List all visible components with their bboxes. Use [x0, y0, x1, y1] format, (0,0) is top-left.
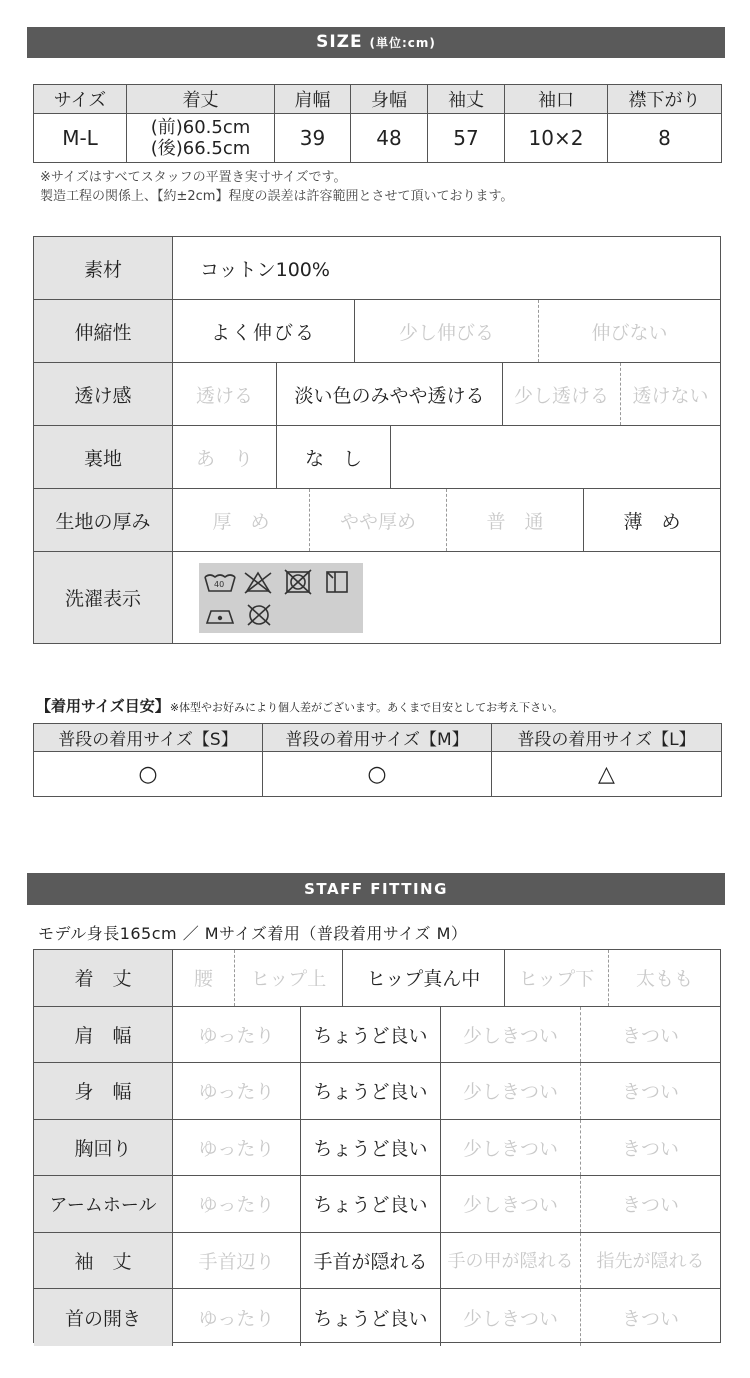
attributes-table: [33, 236, 721, 644]
sheer-option-sheer: 透ける: [173, 363, 277, 425]
fit-shoulder-slightly-tight: 少しきつい: [441, 1007, 581, 1063]
fit-label-sleeve: 袖 丈: [34, 1233, 173, 1289]
header-cuff: 袖口: [505, 85, 608, 114]
care-row: [34, 552, 720, 643]
header-shoulder: 肩幅: [275, 85, 351, 114]
cell-neck-drop: 8: [608, 114, 722, 163]
cell-sleeve: 57: [428, 114, 505, 163]
length-back: (後)66.5cm: [150, 138, 251, 159]
care-symbols-image: [199, 563, 363, 633]
size-table: [33, 84, 722, 163]
fit-width-tight: きつい: [621, 1081, 679, 1104]
wash-temp-text: 40: [214, 579, 225, 589]
fit-armhole-slightly-tight: 少しきつい: [441, 1176, 581, 1232]
fit-length-hip-bottom: ヒップ下: [505, 950, 609, 1006]
fit-label-shoulder: 肩 幅: [34, 1007, 173, 1063]
fit-width-just-right: ちょうど良い: [301, 1063, 441, 1119]
length-front: (前)60.5cm: [150, 117, 251, 138]
sheer-row: [34, 363, 720, 426]
fit-label-length: 着 丈: [34, 950, 173, 1006]
no-bleach-icon: [245, 573, 271, 593]
lining-label: 裏地: [34, 426, 173, 488]
header-neck-drop: 襟下がり: [608, 85, 722, 114]
material-row: [34, 237, 720, 300]
fit-length-hip-middle: ヒップ真ん中: [343, 950, 505, 1006]
material-value: コットン100%: [200, 258, 330, 281]
care-symbols-svg: [199, 563, 363, 633]
fit-width-slightly-tight: 少しきつい: [441, 1063, 581, 1119]
fit-options-shoulder: [173, 1007, 720, 1063]
stretch-option-none: 伸びない: [591, 321, 668, 344]
no-dry-clean-icon: [248, 605, 270, 625]
fit-row-sleeve: [34, 1233, 720, 1290]
size-notes: [40, 168, 730, 206]
fit-width-loose: ゆったり: [173, 1063, 301, 1119]
size-guide-header-s: 普段の着用サイズ【S】: [34, 724, 263, 752]
header-width: 身幅: [351, 85, 428, 114]
sheer-option-not: 透けない: [632, 384, 709, 407]
lining-row: [34, 426, 720, 489]
sheer-option-slightly: 少し透ける: [503, 363, 621, 425]
fit-shoulder-tight: きつい: [621, 1024, 679, 1047]
fit-options-width: [173, 1063, 720, 1119]
fit-chest-tight: きつい: [621, 1137, 679, 1160]
iron-icon: [207, 611, 233, 623]
thickness-option-slightly-thick: やや厚め: [310, 489, 447, 551]
size-guide-value-m: ○: [263, 752, 492, 797]
fit-options-neck: [173, 1289, 720, 1346]
fit-options-length: [173, 950, 720, 1006]
size-guide-header-m: 普段の着用サイズ【M】: [263, 724, 492, 752]
thickness-options: [173, 489, 720, 551]
sheer-label: 透け感: [34, 363, 173, 425]
size-note-1: ※サイズはすべてスタッフの平置き実寸サイズです。: [40, 170, 347, 185]
fit-neck-tight: きつい: [621, 1307, 679, 1330]
size-guide-value-row: [34, 752, 722, 797]
fit-row-length: [34, 950, 720, 1007]
size-title: SIZE: [316, 32, 363, 52]
size-guide-value-s: ○: [34, 752, 263, 797]
cell-width: 48: [351, 114, 428, 163]
thickness-label: 生地の厚み: [34, 489, 173, 551]
cell-size: M-L: [34, 114, 127, 163]
fit-chest-slightly-tight: 少しきつい: [441, 1120, 581, 1176]
fit-length-hip-top: ヒップ上: [235, 950, 343, 1006]
cell-length: [127, 114, 275, 163]
sheer-option-light-colors: 淡い色のみやや透ける: [277, 363, 503, 425]
size-section-header: [27, 27, 725, 58]
material-value-cell: [173, 237, 720, 299]
fit-length-waist: 腰: [173, 950, 235, 1006]
header-size: サイズ: [34, 85, 127, 114]
thickness-row: [34, 489, 720, 552]
fit-length-thigh: 太もも: [635, 968, 693, 991]
fit-label-chest: 胸回り: [34, 1120, 173, 1176]
fit-shoulder-just-right: ちょうど良い: [301, 1007, 441, 1063]
fit-options-sleeve: [173, 1233, 720, 1289]
lining-option-no: な し: [277, 426, 391, 488]
fit-options-chest: [173, 1120, 720, 1176]
fit-shoulder-loose: ゆったり: [173, 1007, 301, 1063]
fit-neck-just-right: ちょうど良い: [301, 1289, 441, 1346]
fit-options-armhole: [173, 1176, 720, 1232]
fit-row-armhole: [34, 1176, 720, 1233]
model-info: モデル身長165cm ／ Mサイズ着用（普段着用サイズ M）: [38, 924, 468, 943]
care-symbols-cell: [173, 552, 720, 643]
size-note-2: 製造工程の関係上、【約±2cm】程度の誤差は許容範囲とさせて頂いております。: [40, 189, 514, 204]
thickness-option-thin: 薄 め: [623, 510, 681, 533]
thickness-option-thick: 厚 め: [173, 489, 310, 551]
size-guide-header-l: 普段の着用サイズ【L】: [492, 724, 722, 752]
stretch-options: [173, 300, 720, 362]
cell-shoulder: 39: [275, 114, 351, 163]
lining-options: [173, 426, 720, 488]
staff-fitting-header: [27, 873, 725, 905]
size-unit: (単位:cm): [369, 36, 436, 50]
fit-armhole-tight: きつい: [621, 1194, 679, 1217]
stretch-option-some: 少し伸びる: [355, 300, 539, 362]
line-dry-shade-icon: [327, 572, 347, 592]
cell-cuff: 10×2: [505, 114, 608, 163]
fit-row-width: [34, 1063, 720, 1120]
fit-sleeve-covers-hand: 手の甲が隠れる: [441, 1233, 581, 1289]
fit-label-neck: 首の開き: [34, 1289, 173, 1346]
fit-sleeve-covers-wrist: 手首が隠れる: [301, 1233, 441, 1289]
fit-sleeve-wrist: 手首辺り: [173, 1233, 301, 1289]
no-tumble-dry-icon: [285, 570, 311, 594]
staff-fitting-title: STAFF FITTING: [304, 880, 448, 898]
fit-sleeve-covers-fingers: 指先が隠れる: [596, 1251, 705, 1273]
sheer-options: [173, 363, 720, 425]
fit-neck-loose: ゆったり: [173, 1289, 301, 1346]
fit-row-shoulder: [34, 1007, 720, 1064]
size-table-row: [34, 114, 722, 163]
fit-armhole-loose: ゆったり: [173, 1176, 301, 1232]
size-guide-note: ※体型やお好みにより個人差がございます。あくまで目安としてお考え下さい。: [169, 701, 564, 714]
size-guide-table: [33, 723, 722, 797]
size-table-header-row: [34, 85, 722, 114]
size-guide-heading-block: [36, 695, 726, 716]
size-guide-heading: 【着用サイズ目安】: [36, 697, 170, 715]
fit-row-chest: [34, 1120, 720, 1177]
lining-option-yes: あ り: [173, 426, 277, 488]
stretch-option-high: よく伸びる: [173, 300, 355, 362]
stretch-row: [34, 300, 720, 363]
stretch-label: 伸縮性: [34, 300, 173, 362]
size-guide-header-row: [34, 724, 722, 752]
fit-neck-slightly-tight: 少しきつい: [441, 1289, 581, 1346]
thickness-option-normal: 普 通: [447, 489, 584, 551]
material-label: 素材: [34, 237, 173, 299]
header-sleeve: 袖丈: [428, 85, 505, 114]
fit-label-armhole: アームホール: [34, 1176, 173, 1232]
staff-fitting-table: [33, 949, 721, 1343]
size-guide-value-l: △: [492, 752, 722, 797]
care-label: 洗濯表示: [34, 552, 173, 643]
fit-chest-just-right: ちょうど良い: [301, 1120, 441, 1176]
header-length: 着丈: [127, 85, 275, 114]
fit-label-width: 身 幅: [34, 1063, 173, 1119]
fit-row-neck: [34, 1289, 720, 1346]
fit-chest-loose: ゆったり: [173, 1120, 301, 1176]
fit-armhole-just-right: ちょうど良い: [301, 1176, 441, 1232]
